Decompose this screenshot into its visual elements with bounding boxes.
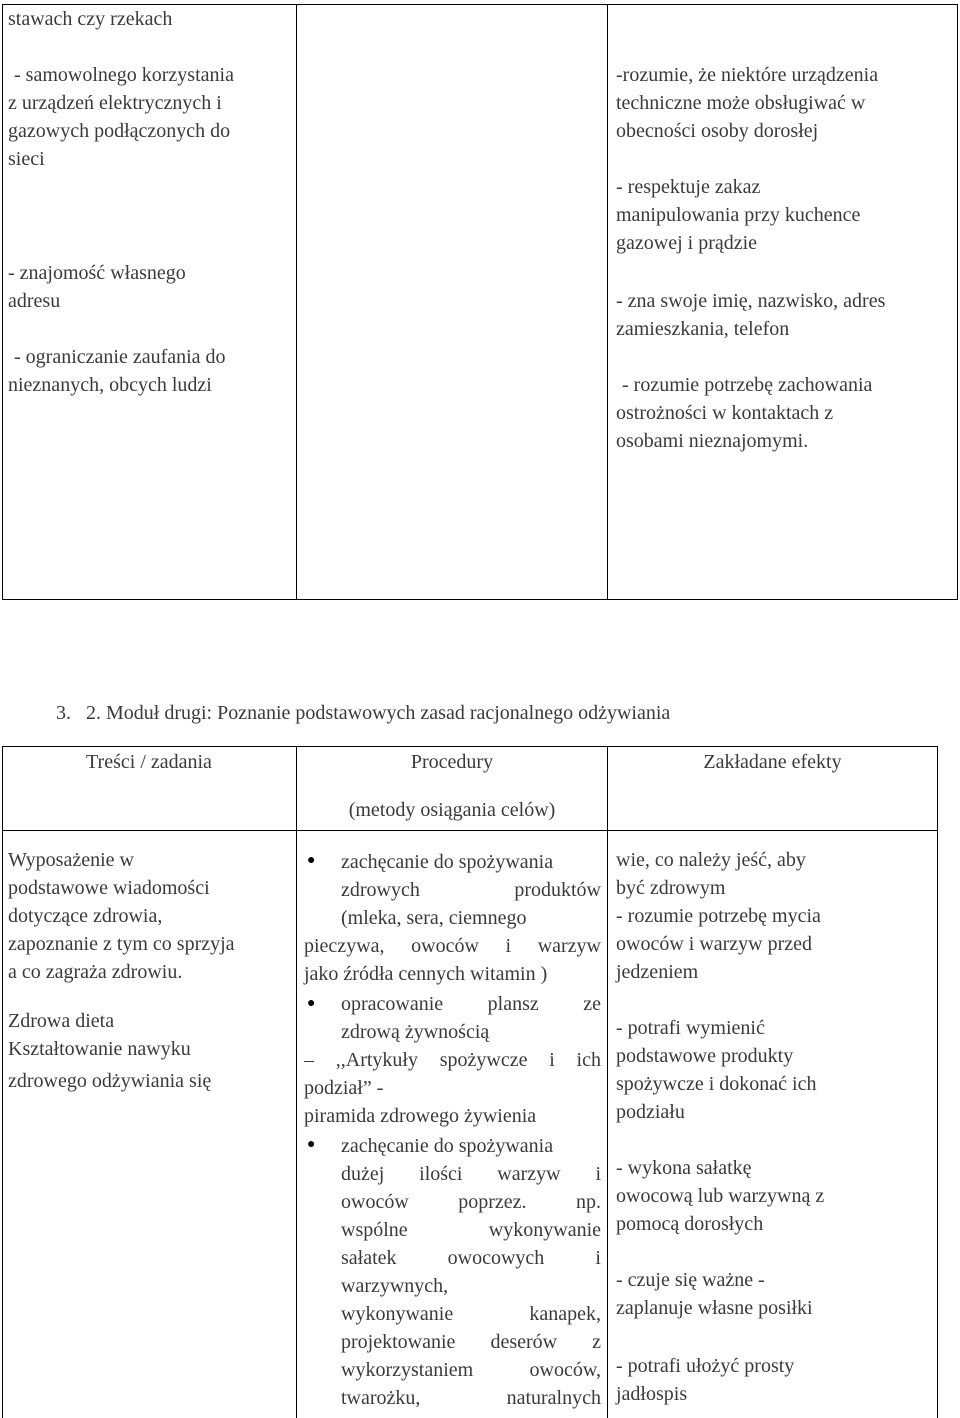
table-2-header-divider (2, 830, 938, 831)
cell-text: - potrafi ułożyć prosty (616, 1355, 795, 1377)
cell-text: owoców poprzez. np. (341, 1191, 601, 1213)
cell-text: wspólne wykonywanie (341, 1219, 601, 1241)
cell-text: opracowanie plansz ze (341, 993, 601, 1015)
cell-text: wie, co należy jeść, aby (616, 849, 806, 871)
column-header-contents: Treści / zadania (86, 751, 212, 773)
bullet-icon: ● (307, 996, 316, 1011)
cell-text: projektowanie deserów z (341, 1331, 601, 1353)
cell-text: podstawowe wiadomości (8, 877, 210, 899)
cell-text: manipulowania przy kuchence (616, 204, 861, 226)
cell-text: gazowych podłączonych do (8, 120, 231, 142)
table-1-border-left (2, 4, 3, 600)
table-2-divider-1 (296, 746, 297, 1418)
cell-text: dotyczące zdrowia, (8, 905, 163, 927)
column-header-expected-effects: Zakładane efekty (703, 751, 842, 773)
cell-text: -rozumie, że niektóre urządzenia (616, 64, 879, 86)
cell-text: obecności osoby dorosłej (616, 120, 819, 142)
cell-text: zaplanuje własne posiłki (616, 1297, 813, 1319)
cell-text: sałatek owocowych i (341, 1247, 601, 1269)
cell-text: podstawowe produkty (616, 1045, 794, 1067)
cell-text: a co zagraża zdrowiu. (8, 961, 183, 983)
cell-text: zdrowego odżywiania się (8, 1070, 212, 1092)
cell-text: - zna swoje imię, nazwisko, adres (616, 290, 886, 312)
table-2-border-right (937, 746, 938, 1418)
cell-text: - respektuje zakaz (616, 176, 761, 198)
cell-text: - czuje się ważne - (616, 1269, 765, 1291)
cell-text: pieczywa, owoców i warzyw (304, 935, 601, 957)
cell-text: sieci (8, 148, 45, 170)
cell-text: zamieszkania, telefon (616, 318, 790, 340)
cell-text: piramida zdrowego żywienia (304, 1105, 537, 1127)
cell-text: techniczne może obsługiwać w (616, 92, 866, 114)
table-2-border-top (2, 746, 938, 747)
cell-text: adresu (8, 290, 61, 312)
cell-text: - wykona sałatkę (616, 1157, 752, 1179)
table-2-divider-2 (607, 746, 608, 1418)
cell-text: - potrafi wymienić (616, 1017, 765, 1039)
cell-text: z urządzeń elektrycznych i (8, 92, 222, 114)
table-2-border-left (2, 746, 3, 1418)
cell-text: Zdrowa dieta (8, 1010, 115, 1032)
cell-text: - samowolnego korzystania (14, 64, 234, 86)
table-1-divider-2 (607, 4, 608, 600)
cell-text: jedzeniem (616, 961, 699, 983)
cell-text: wykorzystaniem owoców, (341, 1359, 601, 1381)
cell-text: jadłospis (616, 1383, 688, 1405)
table-1-border-bottom (2, 599, 958, 600)
cell-text: wykonywanie kanapek, (341, 1303, 601, 1325)
cell-text: podziału (616, 1101, 685, 1123)
cell-text: gazowej i prądzie (616, 232, 758, 254)
cell-text: - znajomość własnego (8, 262, 186, 284)
cell-text: nieznanych, obcych ludzi (8, 374, 212, 396)
cell-text: dużej ilości warzyw i (341, 1163, 601, 1185)
cell-text: Kształtowanie nawyku (8, 1038, 191, 1060)
cell-text: owocową lub warzywną z (616, 1185, 825, 1207)
cell-text: zapoznanie z tym co sprzyja (8, 933, 235, 955)
bullet-icon: ● (307, 853, 316, 868)
table-1-divider-1 (296, 4, 297, 600)
cell-text: jako źródła cennych witamin ) (304, 963, 548, 985)
cell-text: – ,,Artykuły spożywcze i ich (304, 1049, 601, 1071)
module-heading: 3. 2. Moduł drugi: Poznanie podstawowych zasad racjonalnego odżywiania (56, 702, 671, 724)
cell-text: być zdrowym (616, 877, 726, 899)
column-header-procedures: Procedury (410, 751, 494, 773)
cell-text: ostrożności w kontaktach z (616, 402, 834, 424)
table-1-border-right (957, 4, 958, 600)
cell-text: twarożku, naturalnych (341, 1387, 601, 1409)
cell-text: stawach czy rzekach (8, 8, 173, 30)
cell-text: zdrową żywnością (341, 1021, 490, 1043)
bullet-icon: ● (307, 1137, 316, 1152)
column-header-procedures-subtitle: (metody osiągania celów) (348, 799, 556, 821)
cell-text: - rozumie potrzebę mycia (616, 905, 821, 927)
cell-text: - rozumie potrzebę zachowania (622, 374, 873, 396)
cell-text: pomocą dorosłych (616, 1213, 764, 1235)
cell-text: osobami nieznajomymi. (616, 430, 809, 452)
cell-text: zachęcanie do spożywania (341, 851, 554, 873)
cell-text: (mleka, sera, ciemnego (341, 907, 527, 929)
cell-text: zdrowych produktów (341, 879, 601, 901)
cell-text: - ograniczanie zaufania do (14, 346, 226, 368)
cell-text: owoców i warzyw przed (616, 933, 813, 955)
cell-text: spożywcze i dokonać ich (616, 1073, 817, 1095)
cell-text: zachęcanie do spożywania (341, 1135, 554, 1157)
cell-text: warzywnych, (341, 1275, 449, 1297)
cell-text: podział” - (304, 1077, 384, 1099)
cell-text: Wyposażenie w (8, 849, 134, 871)
